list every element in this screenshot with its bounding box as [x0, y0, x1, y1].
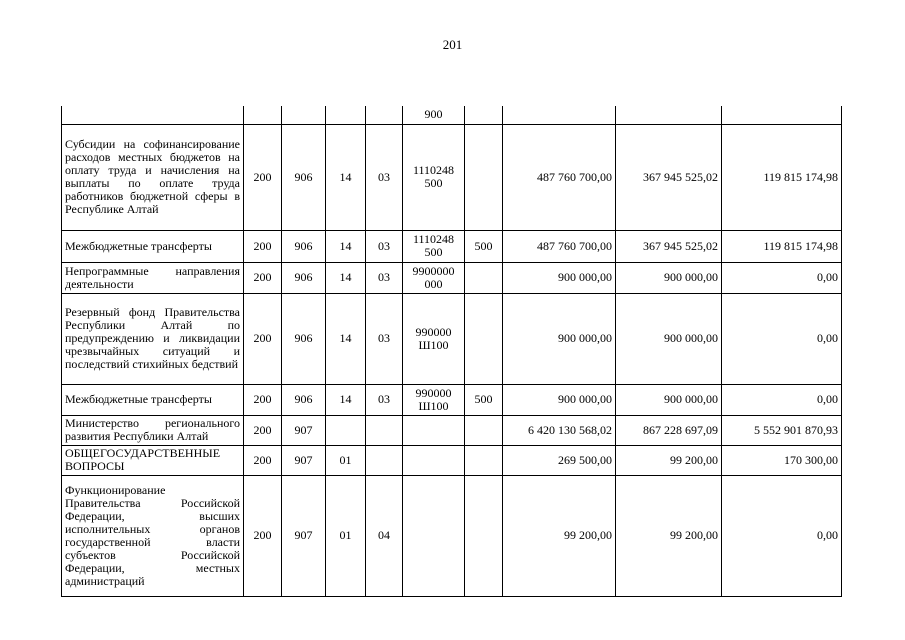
- code-cell: 907: [282, 445, 326, 475]
- code-cell: [366, 415, 403, 445]
- table-row: [62, 415, 842, 445]
- amount-cell: 6 420 130 568,02: [503, 415, 616, 445]
- code-cell: 200: [244, 293, 282, 384]
- expense-type-cell: [465, 293, 503, 384]
- code-cell: 200: [244, 262, 282, 293]
- expense-type-cell: 500: [465, 384, 503, 415]
- code-cell: 200: [244, 230, 282, 262]
- amount-cell: 5 552 901 870,93: [722, 415, 842, 445]
- table-row: [62, 230, 842, 262]
- code-cell: 03: [366, 124, 403, 230]
- row-name: Функционирование Правительства Российской Федерации, высших исполнительных органов государственной власти субъектов Российской Федерации, местных администраций: [62, 475, 244, 596]
- target-article-cell: 1110248 500: [403, 230, 465, 262]
- amount-cell: 0,00: [722, 262, 842, 293]
- code-cell: 03: [366, 262, 403, 293]
- code-cell: [326, 106, 366, 124]
- code-cell: 906: [282, 124, 326, 230]
- code-cell: 906: [282, 293, 326, 384]
- amount-cell: 99 200,00: [503, 475, 616, 596]
- expense-type-cell: [465, 415, 503, 445]
- code-cell: 200: [244, 384, 282, 415]
- expense-type-cell: [465, 106, 503, 124]
- row-name: [62, 106, 244, 124]
- expense-type-cell: [465, 262, 503, 293]
- amount-cell: 487 760 700,00: [503, 124, 616, 230]
- amount-cell: [616, 106, 722, 124]
- amount-cell: 269 500,00: [503, 445, 616, 475]
- row-name: Межбюджетные трансферты: [62, 230, 244, 262]
- amount-cell: 900 000,00: [503, 384, 616, 415]
- expense-type-cell: [465, 124, 503, 230]
- code-cell: 03: [366, 293, 403, 384]
- target-article-cell: [403, 415, 465, 445]
- amount-cell: 367 945 525,02: [616, 124, 722, 230]
- code-cell: [366, 445, 403, 475]
- target-article-cell: 1110248 500: [403, 124, 465, 230]
- row-name: Межбюджетные трансферты: [62, 384, 244, 415]
- code-cell: 14: [326, 262, 366, 293]
- amount-cell: 119 815 174,98: [722, 124, 842, 230]
- code-cell: 14: [326, 293, 366, 384]
- code-cell: 200: [244, 415, 282, 445]
- code-cell: 14: [326, 384, 366, 415]
- amount-cell: 900 000,00: [503, 293, 616, 384]
- amount-cell: 367 945 525,02: [616, 230, 722, 262]
- expense-type-cell: 500: [465, 230, 503, 262]
- expense-type-cell: [465, 475, 503, 596]
- row-name: Непрограммные направления деятельности: [62, 262, 244, 293]
- amount-cell: 900 000,00: [503, 262, 616, 293]
- target-article-cell: 900: [403, 106, 465, 124]
- row-name: ОБЩЕГОСУДАРСТВЕННЫЕ ВОПРОСЫ: [62, 445, 244, 475]
- code-cell: 907: [282, 415, 326, 445]
- code-cell: 200: [244, 124, 282, 230]
- target-article-cell: 9900000 000: [403, 262, 465, 293]
- amount-cell: [503, 106, 616, 124]
- table-row: [62, 475, 842, 596]
- row-name: Резервный фонд Правительства Республики Алтай по предупреждению и ликвидации чрезвычайных ситуаций и последствий стихийных бедствий: [62, 293, 244, 384]
- code-cell: 01: [326, 445, 366, 475]
- amount-cell: 900 000,00: [616, 384, 722, 415]
- amount-cell: 0,00: [722, 293, 842, 384]
- budget-table: [61, 106, 842, 597]
- page-number: 201: [442, 37, 463, 52]
- row-name: Субсидии на софинансирование расходов местных бюджетов на оплату труда и начисления на выплаты по оплате труда работников бюджетной сферы в Республике Алтай: [62, 124, 244, 230]
- amount-cell: [722, 106, 842, 124]
- row-name: Министерство регионального развития Республики Алтай: [62, 415, 244, 445]
- amount-cell: 487 760 700,00: [503, 230, 616, 262]
- code-cell: 200: [244, 475, 282, 596]
- code-cell: 03: [366, 230, 403, 262]
- table-row: [62, 293, 842, 384]
- code-cell: 14: [326, 230, 366, 262]
- amount-cell: 99 200,00: [616, 445, 722, 475]
- table-row: [62, 384, 842, 415]
- amount-cell: 900 000,00: [616, 262, 722, 293]
- target-article-cell: 990000 Ш100: [403, 384, 465, 415]
- code-cell: [244, 106, 282, 124]
- code-cell: 03: [366, 384, 403, 415]
- amount-cell: 900 000,00: [616, 293, 722, 384]
- code-cell: 200: [244, 445, 282, 475]
- table-row: [62, 262, 842, 293]
- table-row: [62, 124, 842, 230]
- amount-cell: 0,00: [722, 475, 842, 596]
- code-cell: 907: [282, 475, 326, 596]
- code-cell: 906: [282, 384, 326, 415]
- target-article-cell: 990000 Ш100: [403, 293, 465, 384]
- code-cell: [282, 106, 326, 124]
- code-cell: 906: [282, 262, 326, 293]
- table-row: [62, 106, 842, 124]
- code-cell: 906: [282, 230, 326, 262]
- amount-cell: 0,00: [722, 384, 842, 415]
- expense-type-cell: [465, 445, 503, 475]
- code-cell: [366, 106, 403, 124]
- target-article-cell: [403, 445, 465, 475]
- code-cell: 01: [326, 475, 366, 596]
- code-cell: 14: [326, 124, 366, 230]
- target-article-cell: [403, 475, 465, 596]
- code-cell: 04: [366, 475, 403, 596]
- code-cell: [326, 415, 366, 445]
- amount-cell: 170 300,00: [722, 445, 842, 475]
- amount-cell: 99 200,00: [616, 475, 722, 596]
- table-row: [62, 445, 842, 475]
- amount-cell: 119 815 174,98: [722, 230, 842, 262]
- amount-cell: 867 228 697,09: [616, 415, 722, 445]
